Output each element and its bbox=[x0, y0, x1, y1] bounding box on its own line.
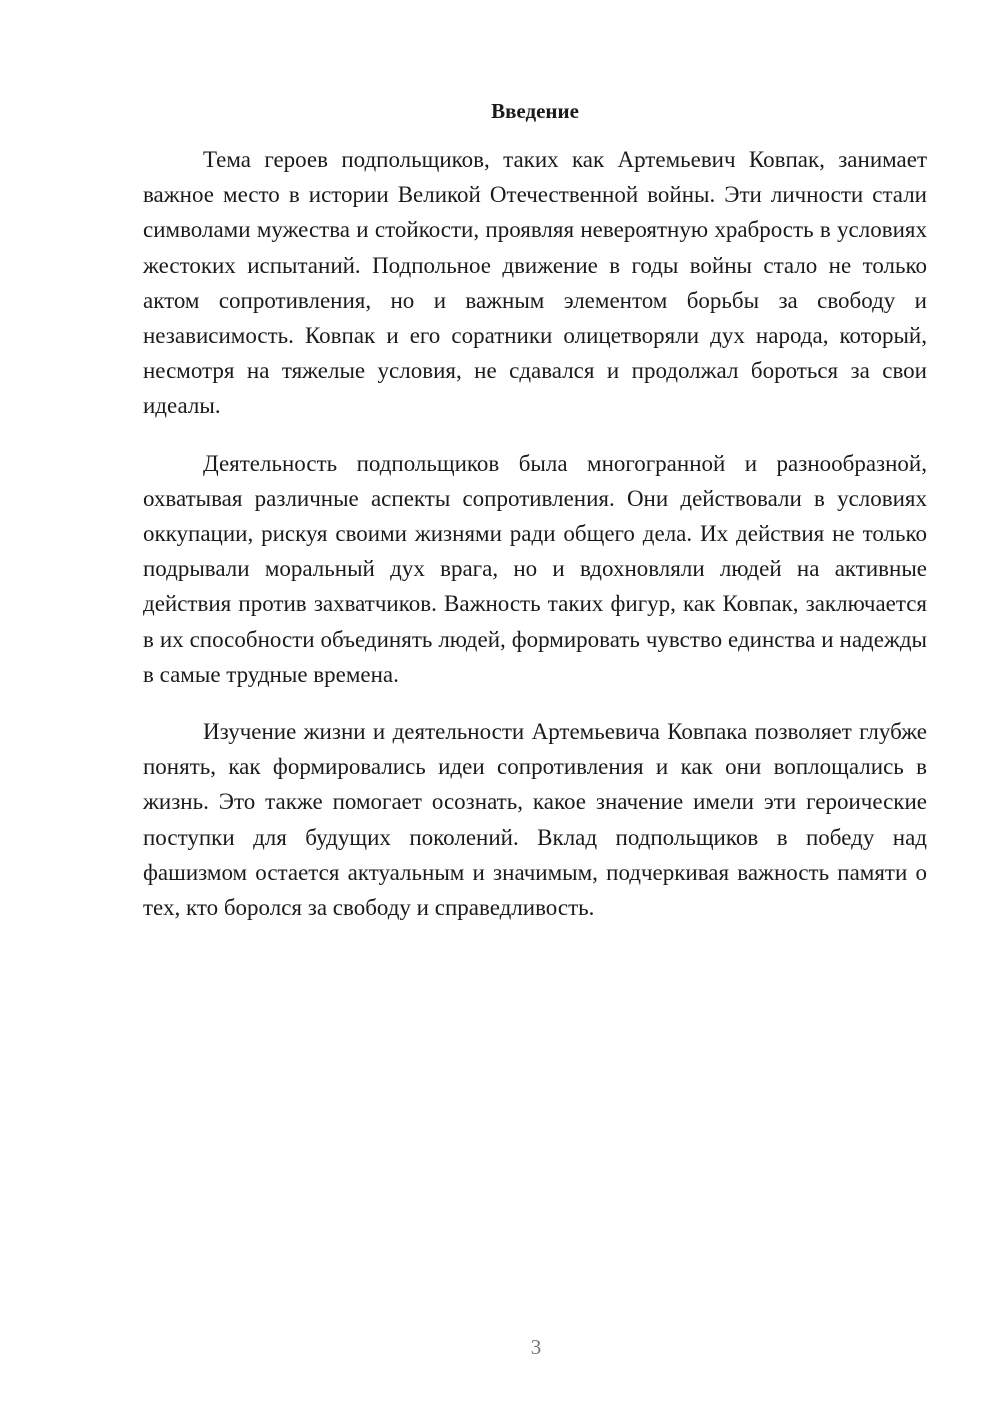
paragraph-3: Изучение жизни и деятельности Артемьевича Ковпака позволяет глубже понять, как формировались идеи сопротивления и как они воплощались в жизнь. Это также помогает осознать, какое значение имели эти героические поступки для будущих поколений. Вклад подпольщиков в победу над фашизмом остается актуальным и значимым, подчеркивая важность памяти о тех, кто боролся за свободу и справедливость. bbox=[143, 719, 927, 921]
paragraph-2: Деятельность подпольщиков была многогранной и разнообразной, охватывая различные аспекты сопротивления. Они действовали в условиях оккупации, рискуя своими жизнями ради общего дела. Их действия не только подрывали моральный дух врага, но и вдохновляли людей на активные действия против захватчиков. Важность таких фигур, как Ковпак, заключается в их способности объединять людей, формировать чувство единства и надежды в самые трудные времена. bbox=[143, 450, 927, 687]
paragraph-1: Тема героев подпольщиков, таких как Артемьевич Ковпак, занимает важное место в истории Великой Отечественной войны. Эти личности стали символами мужества и стойкости, проявляя невероятную храбрость в условиях жестоких испытаний. Подпольное движение в годы войны стало не только актом сопротивления, но и важным элементом борьбы за свободу и независимость. Ковпак и его соратники олицетворяли дух народа, который, несмотря на тяжелые условия, не сдавался и продолжал бороться за свои идеалы. bbox=[143, 147, 927, 419]
section-heading: Введение bbox=[491, 99, 579, 123]
page-number: 3 bbox=[530, 1335, 542, 1359]
page-content bbox=[143, 96, 927, 947]
